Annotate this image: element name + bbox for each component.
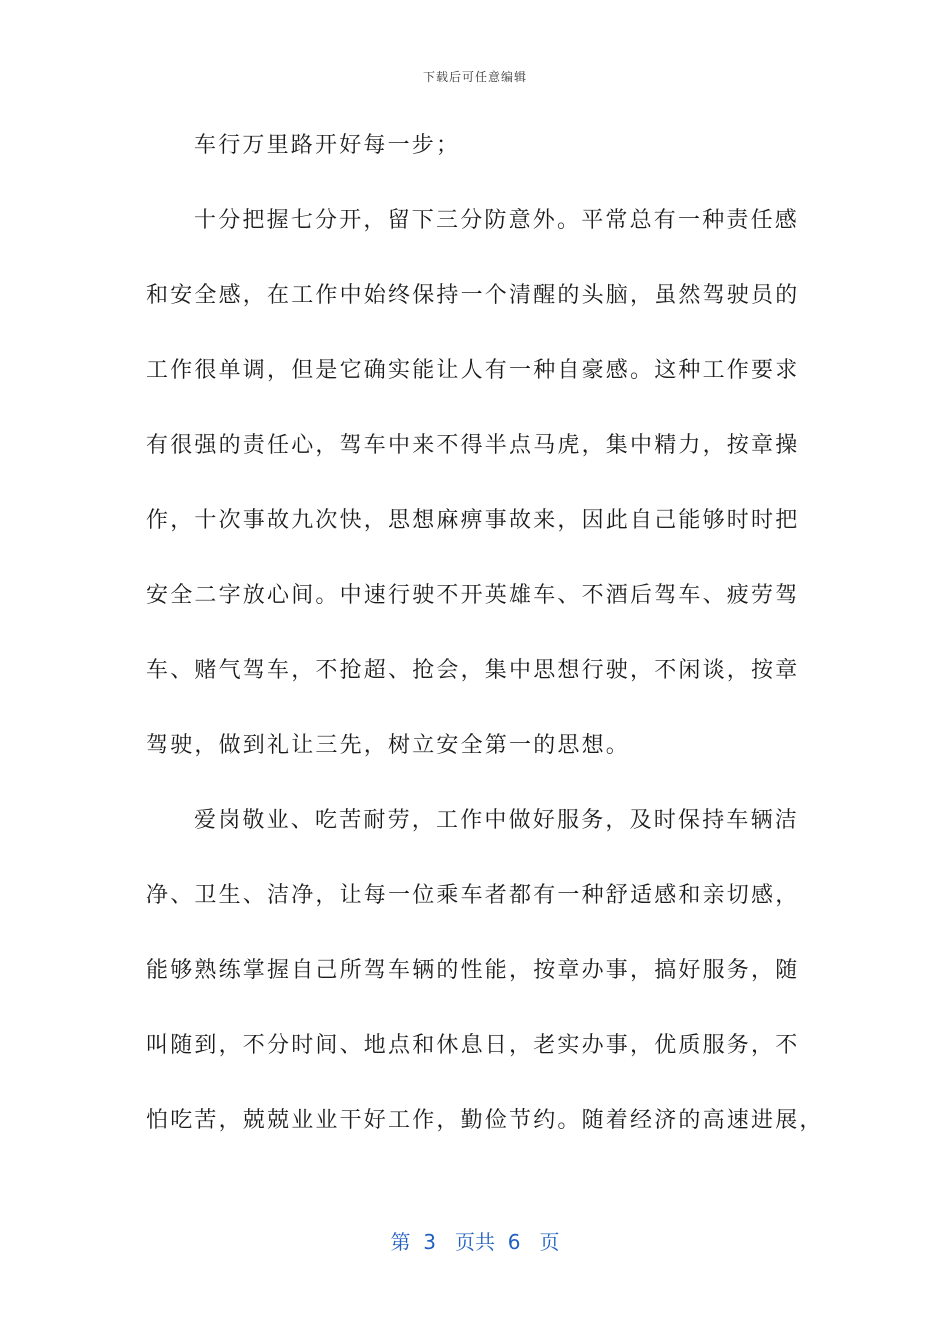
text-line: 怕吃苦，兢兢业业干好工作，勤俭节约。随着经济的高速进展， bbox=[146, 1108, 824, 1133]
page-number-footer: 第 3 页共 6 页 bbox=[390, 1230, 560, 1254]
text-line: 十分把握七分开，留下三分防意外。平常总有一种责任感 bbox=[194, 208, 800, 233]
text-line: 叫随到，不分时间、地点和休息日，老实办事，优质服务，不 bbox=[146, 1033, 800, 1058]
text-line: 和安全感，在工作中始终保持一个清醒的头脑，虽然驾驶员的 bbox=[146, 283, 800, 308]
document-body bbox=[146, 120, 824, 1170]
text-line: 车行万里路开好每一步； bbox=[194, 133, 461, 158]
text-line: 驾驶，做到礼让三先，树立安全第一的思想。 bbox=[146, 733, 631, 758]
text-line: 车、赌气驾车，不抢超、抢会，集中思想行驶，不闲谈，按章 bbox=[146, 658, 800, 683]
page-header-note: 下载后可任意编辑 bbox=[422, 70, 527, 84]
text-line: 作，十次事故九次快，思想麻痹事故来，因此自己能够时时把 bbox=[146, 508, 800, 533]
text-line: 有很强的责任心，驾车中来不得半点马虎，集中精力，按章操 bbox=[146, 433, 800, 458]
text-line: 安全二字放心间。中速行驶不开英雄车、不酒后驾车、疲劳驾 bbox=[146, 583, 800, 608]
text-line: 能够熟练掌握自己所驾车辆的性能，按章办事，搞好服务，随 bbox=[146, 958, 800, 983]
text-line: 工作很单调，但是它确实能让人有一种自豪感。这种工作要求 bbox=[146, 358, 800, 383]
text-line: 净、卫生、洁净，让每一位乘车者都有一种舒适感和亲切感， bbox=[146, 883, 800, 908]
text-line: 爱岗敬业、吃苦耐劳，工作中做好服务，及时保持车辆洁 bbox=[194, 808, 800, 833]
